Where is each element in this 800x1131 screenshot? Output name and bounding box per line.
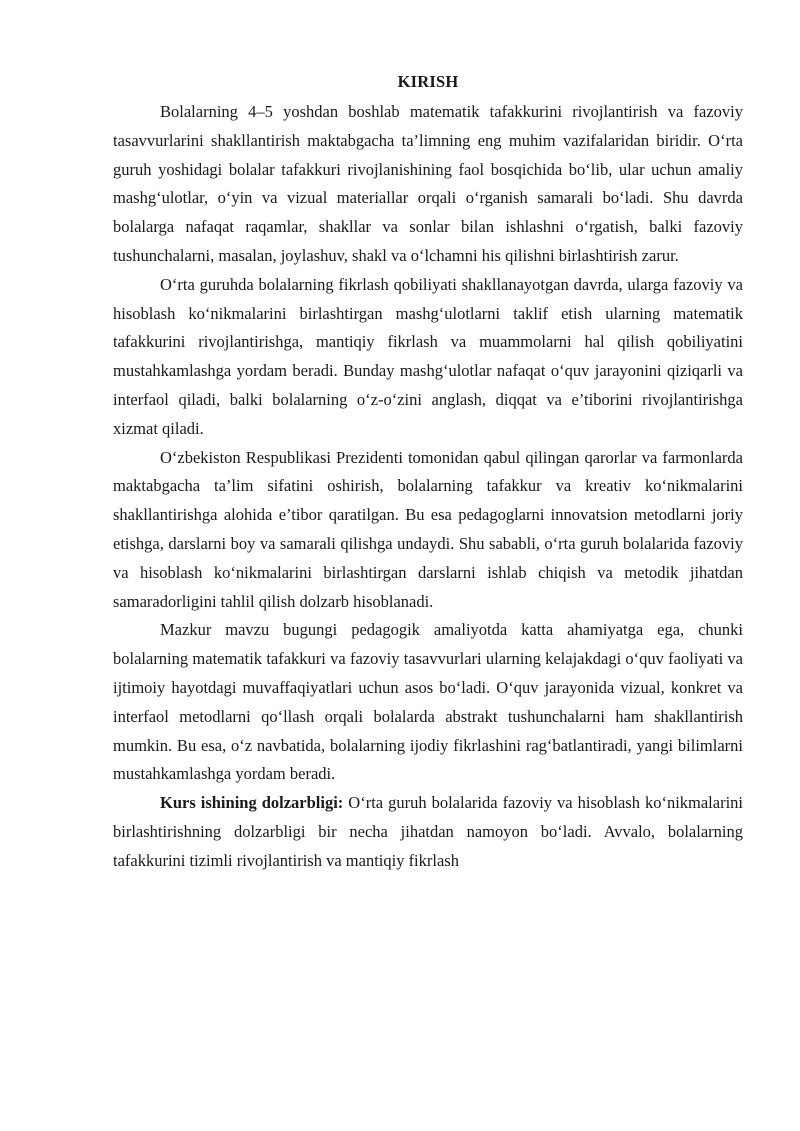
paragraph-text: O‘rta guruh bolalarida fazoviy va hisoblash ko‘nikmalarini birlashtirishning dolzarbligi bir necha jihatdan namoyon bo‘ladi. Avvalo, bolalarning tafakkurini tizimli rivojlantirish va mantiqiy fikrlash [113, 793, 744, 870]
paragraph-text: O‘rta guruhda bolalarning fikrlash qobiliyati shakllanayotgan davrda, ularga fazoviy va hisoblash ko‘nikmalarini birlashtirgan mashg‘ulotlarni taklif etish ularning matematik tafakkurini rivojlantirishga, mantiqiy fikrlash va muammolarni hal qilish qobiliyatini mustahkamlashga yordam beradi. Bunday mashg‘ulotlar nafaqat o‘quv jarayonini qiziqarli va interfaol qiladi, balki bolalarning o‘z-o‘zini anglash, diqqat va e’tiborini rivojlantirishga xizmat qiladi. [113, 274, 743, 438]
paragraph-text: Mazkur mavzu bugungi pedagogik amaliyotda katta ahamiyatga ega, chunki bolalarning matematik tafakkuri va fazoviy tasavvurlari ularning kelajakdagi o‘quv faoliyati va ijtimoiy hayotdagi muvaffaqiyatlari uchun asos bo‘ladi. O‘quv jarayonida vizual, konkret va interfaol metodlarni qo‘llash orqali bolalarda abstrakt tushunchalarni ham shakllantirish mumkin. Bu esa, o‘z navbatida, bolalarning ijodiy fikrlashini rag‘batlantiradi, yangi bilimlarni mustahkamlashga yordam beradi. [113, 620, 743, 784]
paragraph-3 [113, 444, 743, 617]
document-title: KIRISH [397, 72, 459, 91]
paragraph-1 [113, 98, 743, 271]
paragraph-text: O‘zbekiston Respublikasi Prezidenti tomonidan qabul qilingan qarorlar va farmonlarda maktabgacha ta’lim sifatini oshirish, bolalarning tafakkur va kreativ ko‘nikmalarini shakllantirishga alohida e’tibor qaratilgan. Bu esa pedagoglarni innovatsion metodlarni joriy etishga, darslarni boy va samarali qilishga undaydi. Shu sababli, o‘rta guruh bolalarida fazoviy va hisoblash ko‘nikmalarini birlashtirgan darslarni ishlab chiqish va metodik jihatdan samaradorligini tahlil qilish dolzarb hisoblanadi. [113, 447, 743, 611]
paragraph-4 [113, 616, 743, 789]
document-page [113, 70, 743, 876]
paragraph-text: Bolalarning 4–5 yoshdan boshlab matematik tafakkurini rivojlantirish va fazoviy tasavvurlarini shakllantirish maktabgacha ta’limning eng muhim vazifalaridan biridir. O‘rta guruh yoshidagi bolalar tafakkuri rivojlanishining faol bosqichida bo‘lib, ular uchun amaliy mashg‘ulotlar, o‘yin va vizual materiallar orqali o‘rganish samarali bo‘ladi. Shu davrda bolalarga nafaqat raqamlar, shakllar va sonlar bilan ishlashni o‘rgatish, balki fazoviy tushunchalarni, masalan, joylashuv, shakl va o‘lchamni his qilishni birlashtirish zarur. [113, 102, 743, 265]
paragraph-2 [113, 271, 743, 444]
paragraph-lead-heading: Kurs ishining dolzarbligi: [160, 793, 344, 813]
paragraph-5 [113, 789, 743, 875]
